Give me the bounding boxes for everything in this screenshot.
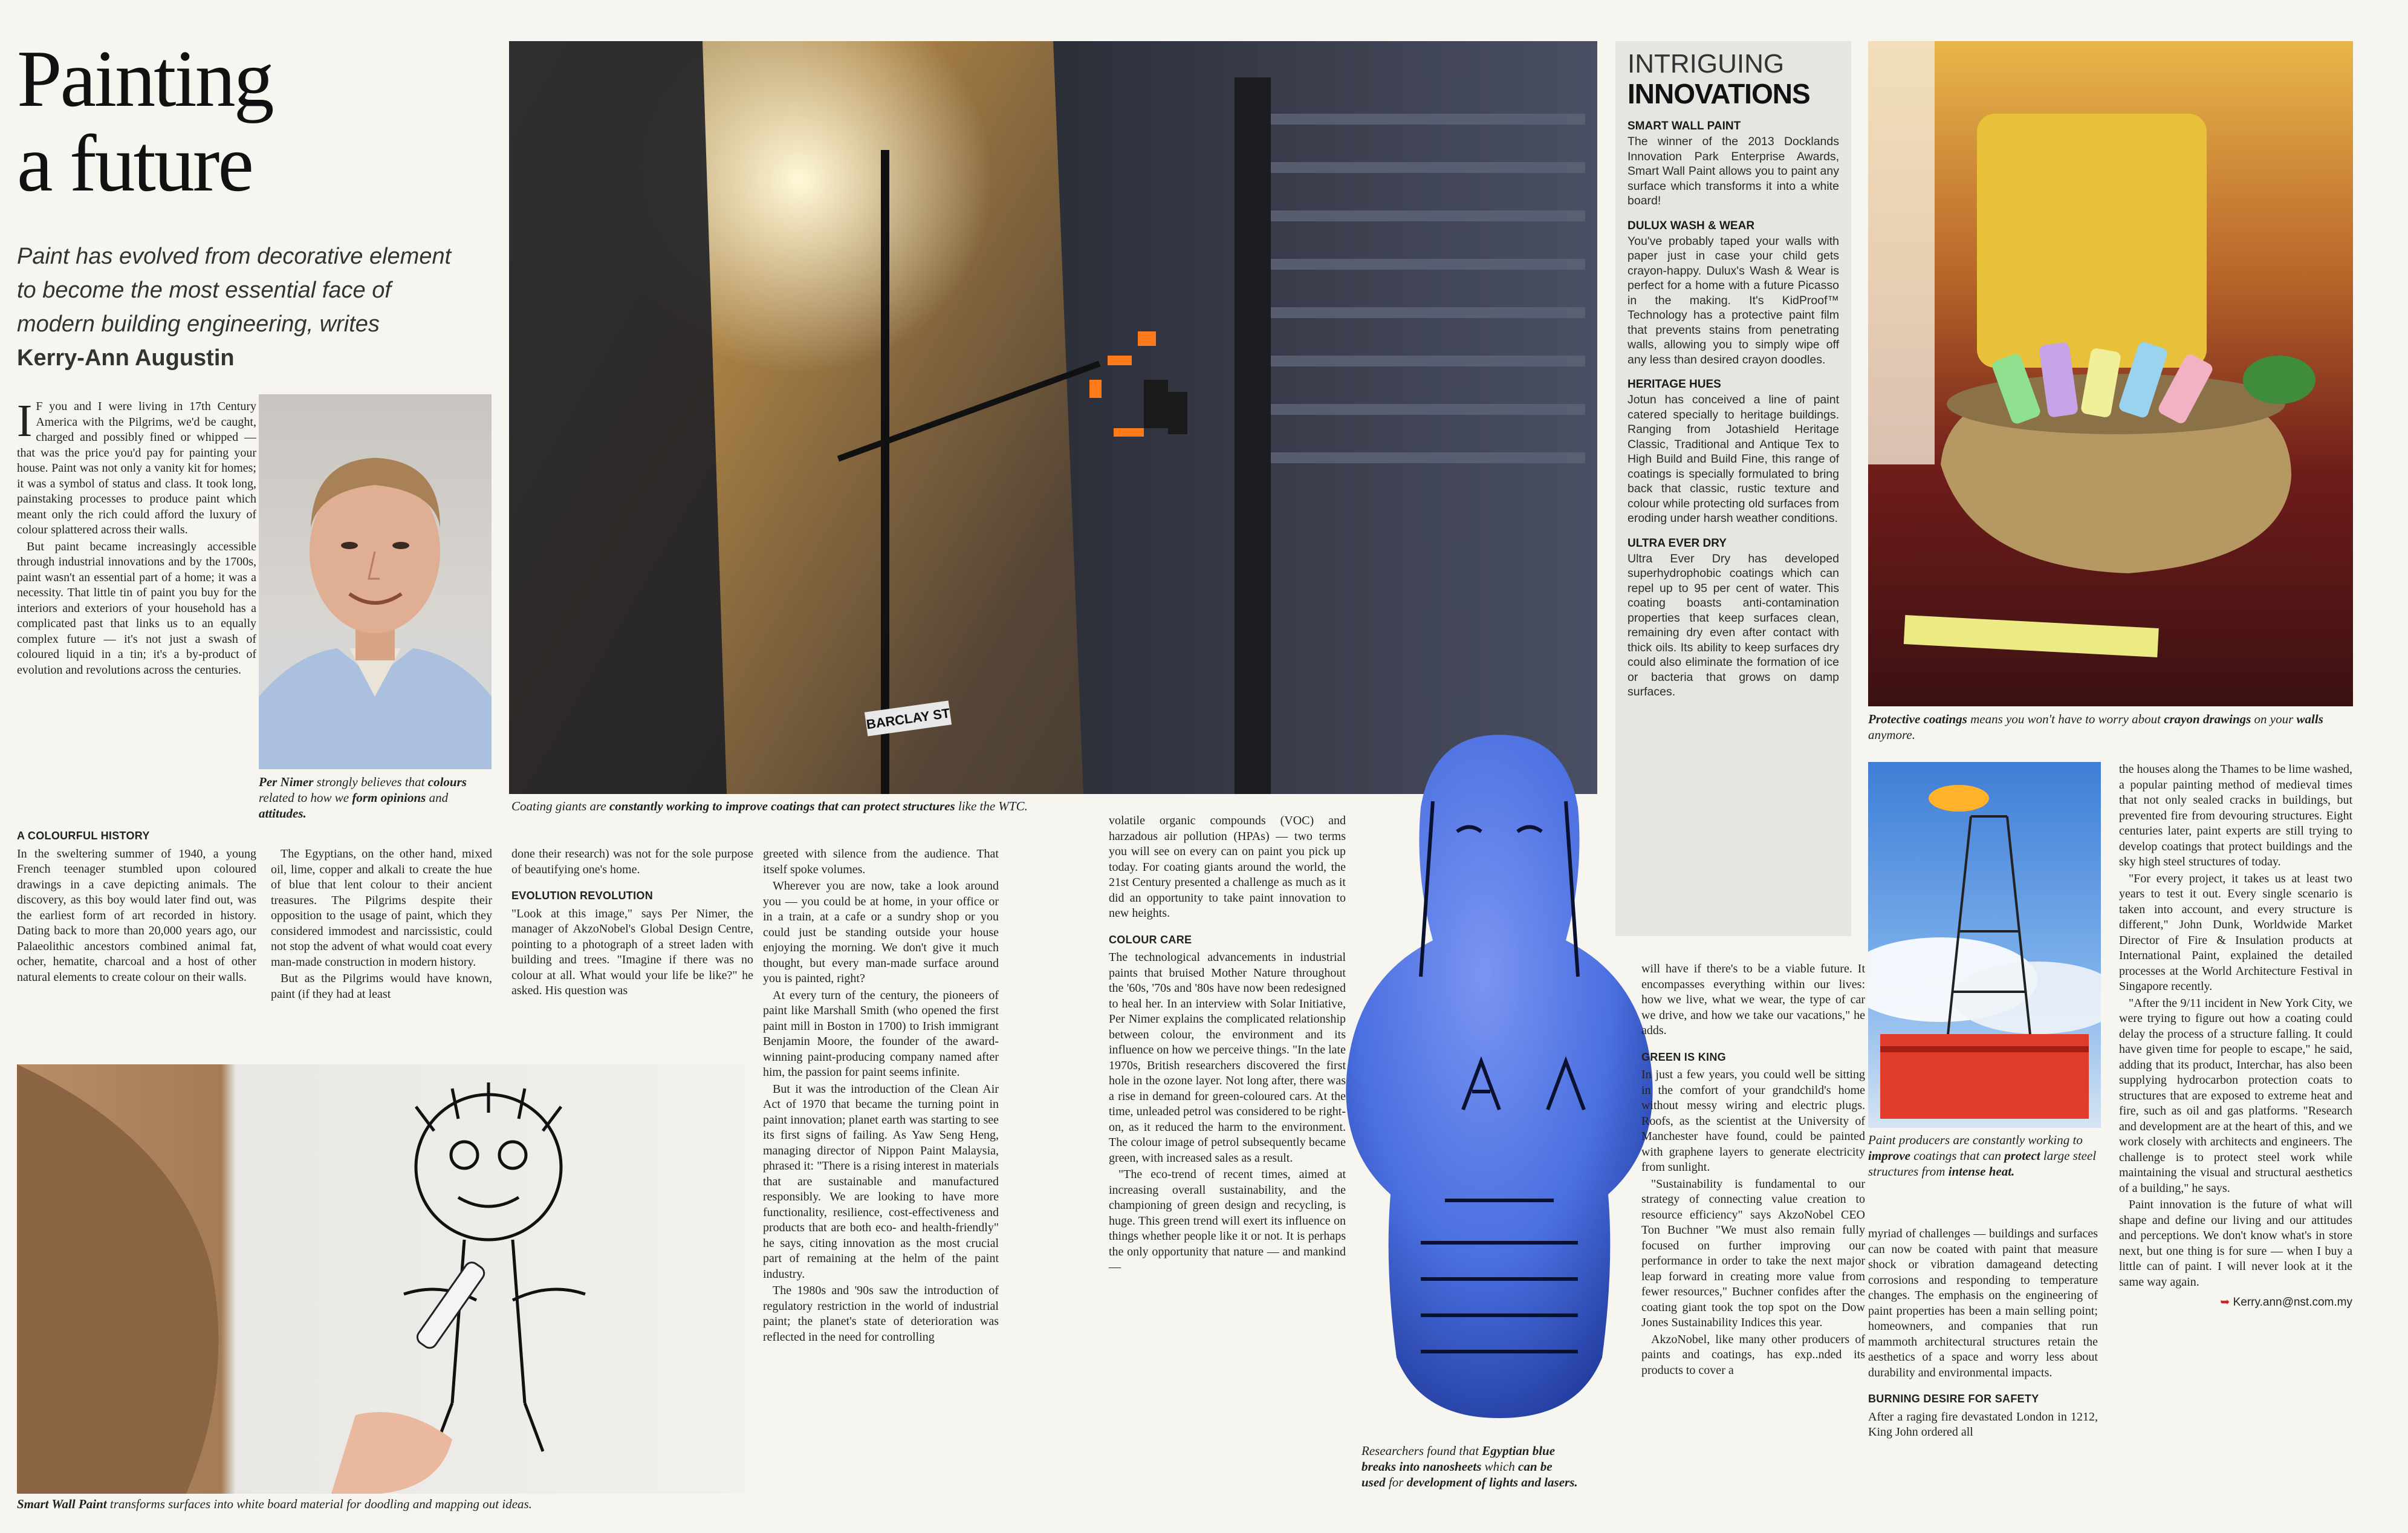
- street-sign-text: BARCLAY ST: [865, 705, 951, 732]
- colourful-history-section: [17, 828, 256, 986]
- column-4-paragraph-5: The 1980s and '90s saw the introduction of regulatory restriction in the world of industrial paint; the planet's state of deterioration was reflected in the need for controlling: [763, 1284, 999, 1344]
- sidebar-item-heading: DULUX WASH & WEAR: [1628, 219, 1755, 232]
- section-heading-colourful-history: A COLOURFUL HISTORY: [17, 830, 150, 842]
- sidebar-item-heading: SMART WALL PAINT: [1628, 120, 1741, 132]
- column-2-paragraph-2: But as the Pilgrims would have known, paint (if they had at least: [271, 972, 492, 1001]
- column-2-paragraph-1: The Egyptians, on the other hand, mixed oil, lime, copper and alkali to create the hue of blue that lent colour to their ancient treasures. The Pilgrims despite their opposition to the usage of paint, which they considered immodest and narcissistic, could not stop the advent of what would coat every man-made construction in modern history.: [271, 847, 492, 969]
- sidebar-title-1: INTRIGUING: [1628, 49, 1785, 79]
- column-6-paragraph-1: will have if there's to be a viable future. It encompasses everything within our lives: how we live, what we wear, the type of car we drive, and how we take our vacations," he adds.: [1641, 962, 1865, 1037]
- column-3-paragraph-1: done their research) was not for the sole purpose of beautifying one's home.: [511, 847, 753, 876]
- column-5-paragraph-3: "The eco-trend of recent times, aimed at increasing overall sustainability, and the championing of green design and recycling, is huge. This green trend will exert its influence on things whether people like it or not. It is perhaps the only opportunity that nature — and mankind —: [1109, 1168, 1346, 1274]
- wtc-fire-photo: [509, 41, 1597, 794]
- sidebar-item-text: Ultra Ever Dry has developed superhydrophobic coatings which can repel up to 95 per cent of water. This coating boasts anti-contamination properties that keep surfaces clean, remaining dry even after contact with thick oils. Its ability to keep surfaces dry could also eliminate the formation of ice or bacteria that grows on damp surfaces.: [1628, 552, 1839, 698]
- column-4-paragraph-2: Wherever you are now, take a look around you — you could be at home, in your office or in a train, at a cafe or a sundry shop or you could just be standing outside your house enjoying the morning. We don't give it much thought, but every man-made surface around you is painted, right?: [763, 879, 999, 985]
- column-2: [271, 847, 492, 1003]
- column-7-paragraph-1: myriad of challenges — buildings and surfaces can now be coated with paint that measure shock or vibration damageand detecting corrosions and responding to temperature changes. The emphasis on the engineering of paint properties has been a main selling point; homeowners, and companies that run mammoth architectural structures retain the aesthetics of a space and worry less about durability and environmental impacts.: [1868, 1227, 2098, 1379]
- sidebar-item-text: Jotun has conceived a line of paint catered specially to heritage buildings. Ranging from Jotashield Heritage Classic, Traditional and Antique Tex to High Build and Build Fine, this range of coatings is specially formulated to bring back that classic, rustic texture and colour while protecting old surfaces from eroding under harsh weather conditions.: [1628, 393, 1839, 525]
- sidebar-item-smart-wall-paint: [1628, 120, 1839, 209]
- arrow-icon: ➥: [2220, 1296, 2233, 1309]
- sidebar-item-ultra-ever-dry: [1628, 537, 1839, 700]
- column-8-paragraph-1: the houses along the Thames to be lime washed, a popular painting method of medieval times that not only sealed cracks in buildings, but prevented fire from devouring structures. Eight centuries later, paint experts are still trying to develop coatings that protect buildings and the sky high steel structures of today.: [2119, 763, 2352, 868]
- column-6-paragraph-4: AkzoNobel, like many other producers of paints and coatings, has exp..nded its products to cover a: [1641, 1332, 1865, 1377]
- caption-crayons: Protective coatings means you won't have to worry about crayon drawings on your walls anymore.: [1868, 712, 2323, 742]
- column-6-paragraph-3: "Sustainability is fundamental to our strategy of connecting value creation to resource efficiency" says AkzoNobel CEO Ton Buchner "We must also remain fully focused on further improving our performance in order to take the next major leap forward in creating more value from fewer resources," Buchner confides after the coating giant took the top spot on the Dow Jones Sustainability Indices this year.: [1641, 1177, 1865, 1329]
- oil-rig-photo: [1868, 762, 2101, 1128]
- sidebar-item-heritage-hues: [1628, 378, 1839, 526]
- column-4-paragraph-3: At every turn of the century, the pioneers of paint like Marshall Smith (who opened the first paint mill in Boston in 1700) to Irish immigrant Benjamin Moore, the founder of the award-winning paint-producing company named after him, the passion for paint seems infinite.: [763, 988, 999, 1079]
- column-3-paragraph-2: "Look at this image," says Per Nimer, the manager of AkzoNobel's Global Design Centre, pointing to a photograph of a street laden with building and trees. "Imagine if there was no colour at all. What would your life be like?" he asked. His question was: [511, 906, 753, 997]
- caption-per-nimer: Per Nimer strongly believes that colours related to how we form opinions and attitudes.: [259, 775, 467, 821]
- column-8-paragraph-4: Paint innovation is the future of what will shape and define our living and our attitudes and perceptions. We don't know what's in store next, but one thing is for sure — when I buy a little can of paint. I will never look at it the same way again.: [2119, 1198, 2352, 1289]
- column-6-paragraph-2: In just a few years, you could well be sitting in the comfort of your grandchild's home without messy wiring and electric plugs. Roofs, as the scientist at the University of Manchester have found, could be painted with graphene layers to generate electricity from sunlight.: [1641, 1068, 1865, 1174]
- caption-smart-wall-paint: Smart Wall Paint transforms surfaces into white board material for doodling and mapping out ideas.: [17, 1497, 532, 1511]
- colourful-history-paragraph: In the sweltering summer of 1940, a young French teenager stumbled upon coloured drawings in a cave depicting animals. The discovery, as this boy would later find out, was the earliest form of art recorded in history. Dating back to more than 20,000 years ago, our Palaeolithic ancestors combined animal fat, ocher, hematite, charcoal and a host of other natural elements to create colour on their walls.: [17, 847, 256, 984]
- column-4: [763, 847, 999, 1346]
- innovations-sidebar: [1615, 41, 1851, 936]
- section-heading-evolution: EVOLUTION REVOLUTION: [511, 890, 654, 902]
- section-heading-colour-care: COLOUR CARE: [1109, 933, 1192, 946]
- column-8: [2119, 762, 2352, 1312]
- per-nimer-photo: [259, 394, 492, 769]
- author-email[interactable]: Kerry.ann@nst.com.my: [2233, 1296, 2352, 1309]
- standfirst-text: Paint has evolved from decorative element to become the most essential face of modern building engineering, writes: [17, 244, 452, 337]
- sidebar-item-dulux: [1628, 220, 1839, 368]
- column-4-paragraph-4: But it was the introduction of the Clean Air Act of 1970 that became the turning point in paint innovation; planet earth was starting to see its first signs of failing. As Yaw Seng Heng, managing director of Nippon Paint Malaysia, phrased it: "There is a rising interest in materials that are sustainable and manufactured responsibly. We are looking to have more functionality, resilience, cost-effectiveness and products that are both eco- and health-friendly" he says, citing innovation as the most crucial part of remaining at the helm of the paint industry.: [763, 1082, 999, 1281]
- sidebar-title-2: INNOVATIONS: [1628, 78, 1810, 109]
- caption-egyptian-blue: Researchers found that Egyptian blue breaks into nanosheets which can be used for development of lights and lasers.: [1361, 1443, 1578, 1489]
- drop-cap: I: [17, 395, 33, 446]
- intro-paragraph-2: But paint became increasingly accessible through industrial innovations and by the 1700s, paint wasn't an essential part of a home; it was a necessity. That little tin of paint you buy for the interiors and exteriors of your household has a complicated past that links us to an equally complex future — it's not just a swash of coloured liquid in a tin; it's a by-product of evolution and revolutions across the centuries.: [17, 539, 256, 677]
- headline-line-2: a future: [17, 119, 252, 208]
- headline-line-1: Painting: [17, 34, 273, 123]
- column-3: [511, 847, 753, 1000]
- section-heading-burning-desire: BURNING DESIRE FOR SAFETY: [1868, 1393, 2039, 1405]
- intro-column: [17, 395, 256, 679]
- column-5-paragraph-2: The technological advancements in industrial paints that bruised Mother Nature throughout the '60s, '70s and '80s have now been redesigned to heal her. In an interview with Solar Initiative, Per Nimer explains the complicated relationship between colour, the environment and its influence on how we perceive things. "In the late 1970s, British researchers discovered the first hole in the ozone layer. Not long after, there was a rise in demand for green-coloured cars. At the time, unleaded petrol was considered to be right-on, as it reduced the harm to the environment. The colour image of petrol subsequently became green, with increased sales as a result.: [1109, 951, 1346, 1165]
- sidebar-item-heading: HERITAGE HUES: [1628, 378, 1721, 391]
- author-name: Kerry-Ann Augustin: [17, 345, 235, 371]
- smart-wall-paint-photo: [17, 1064, 745, 1494]
- headline: [17, 36, 513, 206]
- sidebar-item-heading: ULTRA EVER DRY: [1628, 536, 1727, 550]
- column-8-paragraph-3: "After the 9/11 incident in New York City, we were trying to figure out how a coating could delay the process of a structure falling. It could have given time for people to escape," he said, adding that its product, Interchar, has also been supplying hydrocarbon protection coats to structures that are exposed to extreme heat and fire, such as oil and gas platforms. "Research and development are at the heart of this, and we work closely with architects and engineers. The challenge is to protect steel work while maintaining the visual and structural aesthetics of a building," he says.: [2119, 996, 2352, 1195]
- column-6: [1641, 962, 1865, 1379]
- column-5: [1109, 813, 1346, 1277]
- standfirst: [17, 239, 452, 375]
- column-5-paragraph-1: volatile organic compounds (VOC) and harzadous air pollution (HPAs) — two terms you will see on every can on paint you pick up today. For coating giants around the world, the 21st Century presented a challenge as much as it did an opportunity to take paint innovation to new heights.: [1109, 814, 1346, 920]
- column-4-paragraph-1: greeted with silence from the audience. That itself spoke volumes.: [763, 847, 999, 876]
- column-8-paragraph-2: "For every project, it takes us at least two years to test it out. Every single scenario is taken into account, and every structure is different," John Dunk, Worldwide Market Director of Fire & Insulation products at International Paint, explained the detailed processes at the World Architecture Festival in Singapore recently.: [2119, 871, 2352, 993]
- sidebar-item-text: The winner of the 2013 Docklands Innovation Park Enterprise Awards, Smart Wall Paint allows you to paint any surface which transforms it into a white board!: [1628, 135, 1839, 207]
- sidebar-item-text: You've probably taped your walls with paper just in case your child gets crayon-happy. Dulux's Wash & Wear is perfect for a home with a future Picasso in the making. It's KidProof™ Technology has a protective paint film that prevents stains from penetrating walls, allowing you to simply wipe off any less than desired crayon doodles.: [1628, 234, 1839, 366]
- section-heading-green-is-king: GREEN IS KING: [1641, 1050, 1726, 1063]
- intro-paragraph-1: F you and I were living in 17th Century America with the Pilgrims, we'd be caught, charged and possibly fined or whipped — that was the price you'd pay for painting your house. Paint was not only a vanity kit for homes; it was a symbol of status and class. It took long, painstaking processes to produce paint which meant only the rich could afford the luxury of colour splattered across their walls.: [17, 400, 256, 536]
- caption-wtc: Coating giants are constantly working to improve coatings that can protect structures like the WTC.: [511, 799, 1028, 813]
- caption-oil-rig: Paint producers are constantly working to improve coatings that can protect large steel structures from intense heat.: [1868, 1133, 2097, 1179]
- column-7: [1868, 1226, 2098, 1442]
- crayons-photo: [1868, 41, 2353, 706]
- column-7-paragraph-2: After a raging fire devastated London in 1212, King John ordered all: [1868, 1410, 2098, 1439]
